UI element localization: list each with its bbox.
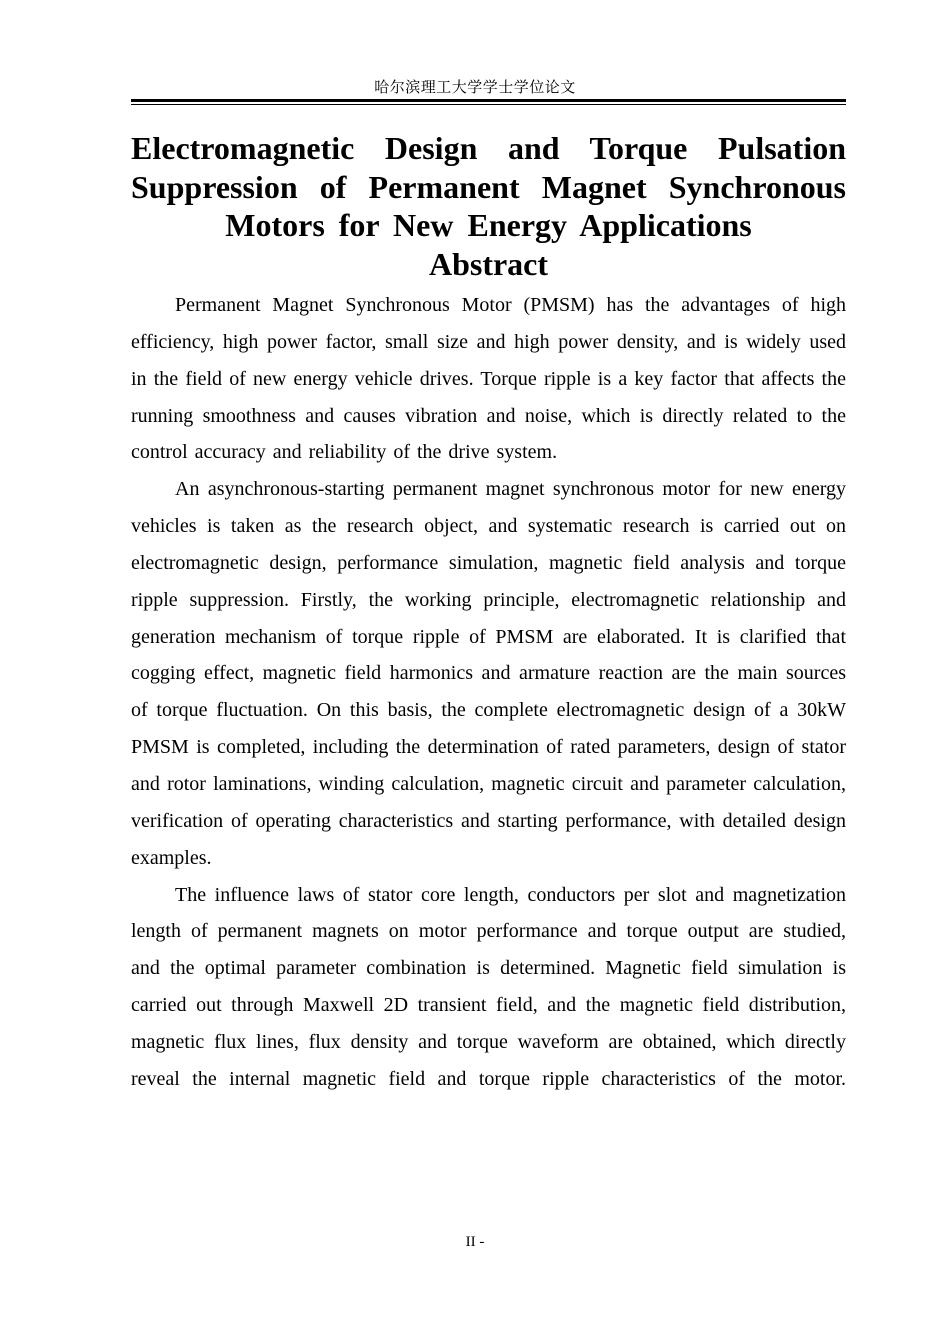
abstract-paragraph-1: Permanent Magnet Synchronous Motor (PMSM) has the advantages of high efficiency, high power factor, small size and high power density, and is widely used in the field of new energy vehicle drives. Torque ripple is a key factor that affects the running smoothness and causes vibration and noise, which is directly related to the control accuracy and reliability of the drive system. bbox=[131, 294, 846, 464]
abstract-heading: Abstract bbox=[428, 245, 549, 282]
abstract-body bbox=[131, 287, 846, 1098]
running-header: 哈尔滨理工大学学士学位论文 bbox=[374, 80, 576, 96]
paper-title-block bbox=[131, 129, 846, 283]
paper-title-line-1: Electromagnetic Design and Torque Pulsation bbox=[131, 130, 846, 166]
paper-title-line-2: Suppression of Permanent Magnet Synchronous bbox=[131, 168, 846, 205]
abstract-paragraph-3: The influence laws of stator core length, conductors per slot and magnetization length of permanent magnets on motor performance and torque output are studied, and the optimal parameter combination is determined. Magnetic field simulation is carried out through Maxwell 2D transient field, and the magnetic field distribution, magnetic flux lines, flux density and torque waveform are obtained, which directly reveal the internal magnetic field and torque ripple characteristics of the motor. bbox=[131, 883, 846, 1090]
page-number: II - bbox=[465, 1234, 485, 1250]
abstract-paragraph-2: An asynchronous-starting permanent magnet synchronous motor for new energy vehicles is taken as the research object, and systematic research is carried out on electromagnetic design, performance simulation, magnetic field analysis and torque ripple suppression. Firstly, the working principle, electromagnetic relationship and generation mechanism of torque ripple of PMSM are elaborated. It is clarified that cogging effect, magnetic field harmonics and armature reaction are the main sources of torque fluctuation. On this basis, the complete electromagnetic design of a 30kW PMSM is completed, including the determination of rated parameters, design of stator and rotor laminations, winding calculation, magnetic circuit and parameter calculation, verification of operating characteristics and starting performance, with detailed design examples. bbox=[131, 478, 846, 869]
header-rule-thick bbox=[131, 99, 846, 102]
paper-title-line-3: Motors for New Energy Applications bbox=[225, 207, 752, 243]
header-rule-thin bbox=[131, 104, 846, 105]
